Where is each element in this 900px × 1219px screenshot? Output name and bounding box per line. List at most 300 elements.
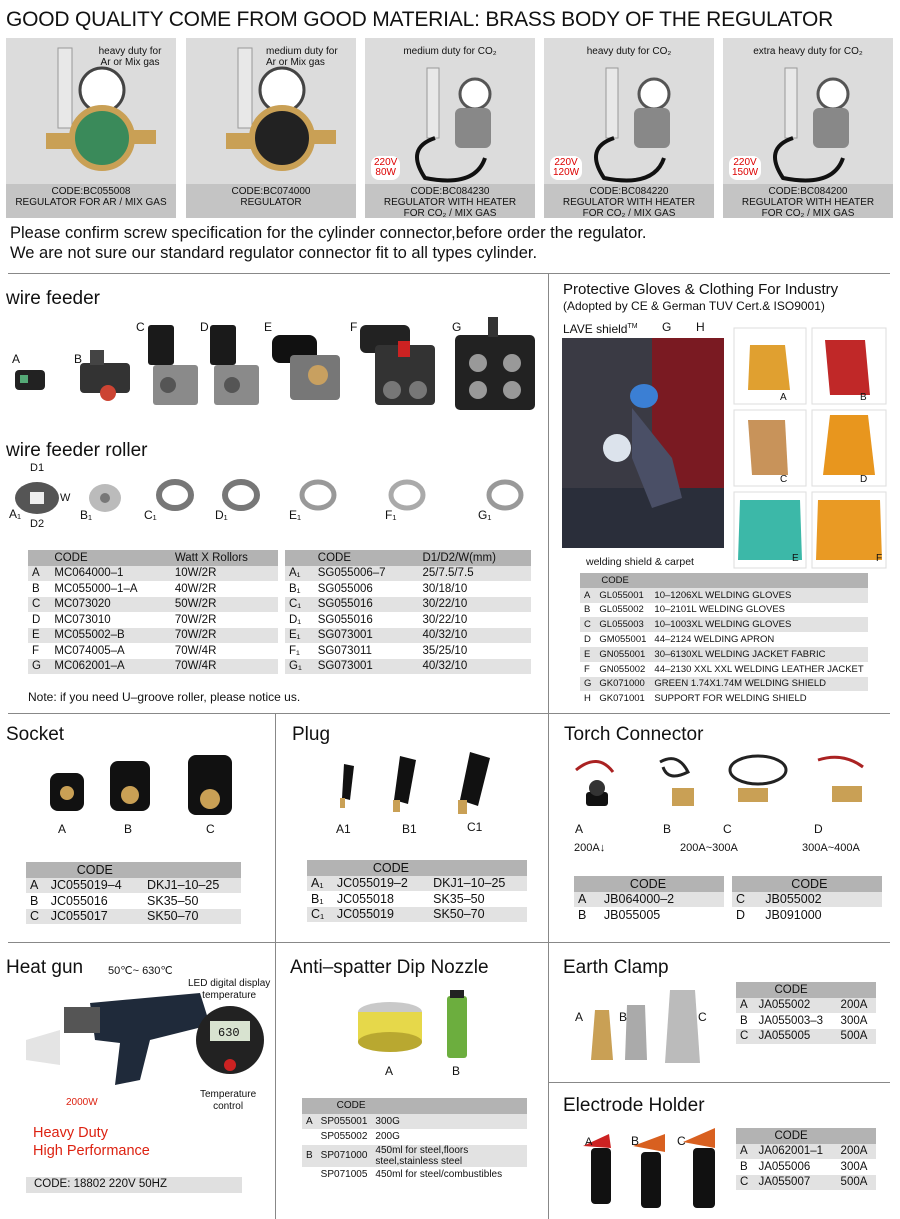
table-cell: A [302, 1114, 317, 1130]
regulator-caption [723, 184, 893, 218]
plug-label: C1 [467, 820, 483, 834]
plug-a1-image [340, 764, 354, 808]
regulator-code: CODE:BC074000 [231, 186, 311, 197]
table-cell: 30/22/10 [418, 612, 531, 628]
table-cell: 200A [837, 1144, 876, 1160]
table-header-cell: Watt X Rollors [171, 550, 278, 566]
dim-label: W [60, 492, 71, 504]
regulator-code: CODE:BC084230 [410, 186, 490, 197]
torch-code-table-1 [574, 876, 724, 923]
electrode-label: B [631, 1134, 640, 1148]
table-cell: SP071000 [317, 1145, 372, 1167]
torch-a-image [576, 761, 613, 806]
table-header-cell: D1/D2/W(mm) [418, 550, 531, 566]
torch-rating: 200A↓ [574, 842, 606, 854]
roller-f1-image [391, 482, 423, 508]
torch-code-table-2 [732, 876, 882, 923]
table-row [580, 691, 868, 706]
table-cell: A [736, 998, 754, 1014]
socket-b-image [110, 761, 150, 811]
table-header-cell [580, 573, 595, 588]
table-cell: 30/18/10 [418, 581, 531, 597]
feeder-label: D [200, 320, 209, 334]
regulator-code: CODE:BC055008 [51, 186, 131, 197]
table-header-row [736, 1128, 876, 1144]
plug-label: B1 [402, 822, 417, 836]
table-cell: 40/32/10 [418, 628, 531, 644]
roller-code-table [285, 550, 531, 674]
plug-images [330, 752, 510, 822]
roller-note: Note: if you need U–groove roller, please notice us. [28, 690, 301, 704]
table-row [285, 597, 531, 613]
table-row [28, 612, 278, 628]
table-cell: 500A [837, 1029, 876, 1045]
table-row [26, 878, 241, 894]
regulator-caption [544, 184, 714, 218]
table-header-cell [285, 550, 314, 566]
nozzle-code-table [302, 1098, 527, 1182]
heatgun-code: CODE: 18802 220V 50HZ [26, 1177, 242, 1193]
table-cell: B [580, 603, 595, 618]
table-header-cell: CODE [317, 1098, 527, 1114]
table-row [285, 628, 531, 644]
table-cell: E₁ [285, 628, 314, 644]
table-cell: MC055002–B [50, 628, 170, 644]
table-cell: G₁ [285, 659, 314, 675]
table-cell: GK071001 [595, 691, 650, 706]
torch-rating: 200A~300A [680, 842, 738, 854]
table-cell: SK50–70 [429, 907, 527, 923]
table-row [285, 581, 531, 597]
torch-connector-images [568, 752, 888, 824]
table-cell: 10–2101L WELDING GLOVES [650, 603, 867, 618]
table-cell: DKJ1–10–25 [143, 878, 241, 894]
table-cell: JC055019 [333, 907, 429, 923]
regulator-name: REGULATOR [240, 197, 302, 208]
table-cell: SUPPORT FOR WELDING SHIELD [650, 691, 867, 706]
feeder-b-image [80, 350, 130, 401]
feeder-label: F [350, 320, 358, 334]
electrode-holder-images [575, 1118, 735, 1213]
table-row [736, 1175, 876, 1191]
table-row [285, 643, 531, 659]
feeder-e-image [272, 335, 340, 400]
table-cell: SP071005 [317, 1167, 372, 1183]
table-cell: 44–2124 WELDING APRON [650, 632, 867, 647]
table-cell: 35/25/10 [418, 643, 531, 659]
table-cell: C [26, 909, 47, 925]
heatgun-led-note: LED digital display temperature [188, 978, 271, 1001]
heatgun-power: 2000W [66, 1097, 98, 1108]
table-cell: GL055003 [595, 617, 650, 632]
table-cell: A₁ [307, 876, 333, 892]
table-row [580, 632, 868, 647]
table-header-row [26, 862, 241, 878]
table-cell: SG055016 [314, 597, 419, 613]
feeder-label: C [136, 320, 145, 334]
roller-g1-image [489, 482, 521, 508]
glove-label: D [860, 474, 868, 485]
table-cell: C [736, 1175, 754, 1191]
table-cell: A [580, 588, 595, 603]
feeder-a-image [15, 370, 45, 390]
table-cell: MC064000–1 [50, 566, 170, 582]
table-row [302, 1129, 527, 1145]
regulator-name: REGULATOR WITH HEATER FOR CO₂ / MIX GAS [383, 197, 517, 219]
plug-c1-image [458, 752, 490, 814]
table-header-cell [26, 862, 47, 878]
table-cell [302, 1167, 317, 1183]
regulator-image [6, 38, 176, 184]
table-row [28, 643, 278, 659]
table-row [732, 892, 882, 908]
table-cell: 70W/2R [171, 628, 278, 644]
table-header-cell: CODE [50, 550, 170, 566]
table-cell: MC055000–1–A [50, 581, 170, 597]
heatgun-range: 50℃~ 630℃ [108, 965, 173, 977]
plug-code-table [307, 860, 527, 922]
table-cell: B [574, 907, 600, 923]
table-cell: 25/7.5/7.5 [418, 566, 531, 582]
regulator-card [365, 38, 535, 218]
table-cell: SP055002 [317, 1129, 372, 1145]
table-row [28, 597, 278, 613]
torch-d-image [818, 757, 863, 802]
table-cell: 44–2130 XXL XXL WELDING LEATHER JACKET [650, 662, 867, 677]
table-header-row [302, 1098, 527, 1114]
roller-label: F₁ [385, 508, 397, 522]
table-cell: JB055002 [761, 892, 882, 908]
table-cell: 10–1206XL WELDING GLOVES [650, 588, 867, 603]
table-cell: JC055018 [333, 891, 429, 907]
table-row [302, 1114, 527, 1130]
plug-b1-image [393, 756, 416, 812]
regulator-power-badge: 220V 150W [729, 156, 761, 180]
table-cell: SG073001 [314, 628, 419, 644]
table-cell: JB091000 [761, 907, 882, 923]
table-cell: 300A [837, 1013, 876, 1029]
roller-title: wire feeder roller [6, 440, 148, 461]
table-cell: B₁ [285, 581, 314, 597]
table-header-cell [307, 860, 333, 876]
table-row [307, 876, 527, 892]
temperature-control-label: Temperature control [200, 1089, 257, 1112]
table-cell: A [26, 878, 47, 894]
torch-title: Torch Connector [564, 724, 704, 745]
table-cell: SK35–50 [429, 891, 527, 907]
note-line-1: Please confirm screw specification for the cylinder connector,before order the regulator. [10, 224, 647, 242]
table-header-cell [736, 982, 754, 998]
table-cell: 40W/2R [171, 581, 278, 597]
roller-c1-image [159, 482, 191, 508]
table-cell: A [28, 566, 50, 582]
table-cell: C [28, 597, 50, 613]
table-row [28, 659, 278, 675]
table-row [580, 647, 868, 662]
roller-label: G₁ [478, 508, 492, 522]
earth-clamp-title: Earth Clamp [563, 957, 669, 978]
table-header-cell [732, 876, 761, 892]
feeder-f-image [360, 325, 435, 405]
gloves-subtitle: (Adopted by CE & German TUV Cert.& ISO9001) [563, 299, 825, 313]
table-cell: B [26, 893, 47, 909]
nozzle-label: A [385, 1064, 394, 1078]
table-cell: C [736, 1029, 754, 1045]
table-cell: 200A [837, 998, 876, 1014]
regulator-name: REGULATOR WITH HEATER FOR CO₂ / MIX GAS [741, 197, 875, 219]
table-cell: SG073001 [314, 659, 419, 675]
feeder-c-image [148, 325, 198, 405]
divider [548, 1082, 890, 1083]
socket-title: Socket [6, 724, 65, 745]
torch-label: B [663, 822, 672, 836]
roller-label: E₁ [289, 508, 302, 522]
plug-label: A1 [336, 822, 351, 836]
heatgun-display-text: 630 [218, 1026, 240, 1040]
shield-h-label: H [696, 320, 705, 334]
table-cell: 10–1003XL WELDING GLOVES [650, 617, 867, 632]
divider [8, 273, 890, 274]
table-cell: G [580, 677, 595, 692]
table-cell: MC074005–A [50, 643, 170, 659]
table-header-row [580, 573, 868, 588]
roller-label: B₁ [80, 508, 93, 522]
table-header-row [736, 982, 876, 998]
table-cell: JA055002 [754, 998, 836, 1014]
table-row [28, 628, 278, 644]
table-cell: 450ml for steel/combustibles [371, 1167, 527, 1183]
table-header-cell [736, 1128, 754, 1144]
table-cell: JC055019–2 [333, 876, 429, 892]
table-cell: D₁ [285, 612, 314, 628]
table-cell: GN055001 [595, 647, 650, 662]
table-row [574, 907, 724, 923]
table-cell: B [736, 1159, 754, 1175]
table-header-row [285, 550, 531, 566]
regulator-caption [365, 184, 535, 218]
torch-label: A [575, 822, 584, 836]
table-cell: G [28, 659, 50, 675]
table-header-cell: CODE [333, 860, 527, 876]
table-row [302, 1145, 527, 1167]
socket-label: B [124, 822, 133, 836]
electrode-label: A [585, 1136, 593, 1148]
table-header-cell: CODE [600, 876, 724, 892]
table-cell: A [574, 892, 600, 908]
table-header-cell: CODE [47, 862, 241, 878]
divider [8, 942, 890, 943]
table-cell: E [580, 647, 595, 662]
socket-images [40, 755, 240, 820]
roller-b1-image [89, 484, 121, 512]
feeder-d-image [210, 325, 259, 405]
table-cell: F [580, 662, 595, 677]
divider [8, 713, 890, 714]
table-row [307, 907, 527, 923]
table-cell: D [580, 632, 595, 647]
table-cell: JC055017 [47, 909, 143, 925]
table-cell: C₁ [285, 597, 314, 613]
table-header-row [28, 550, 278, 566]
table-cell: H [580, 691, 595, 706]
table-cell: D [28, 612, 50, 628]
note-line-2: We are not sure our standard regulator connector fit to all types cylinder. [10, 244, 538, 262]
table-row [736, 998, 876, 1014]
glove-label: E [792, 553, 799, 564]
table-cell: 200G [371, 1129, 527, 1145]
table-cell: GREEN 1.74X1.74M WELDING SHIELD [650, 677, 867, 692]
shield-caption: welding shield & carpet [586, 556, 694, 568]
roller-label: C₁ [144, 508, 157, 522]
page-title: GOOD QUALITY COME FROM GOOD MATERIAL: BRASS BODY OF THE REGULATOR [6, 8, 834, 31]
table-row [285, 659, 531, 675]
regulator-image [186, 38, 356, 184]
feeder-code-table [28, 550, 278, 674]
feeder-label: E [264, 320, 273, 334]
table-header-cell: CODE [754, 1128, 876, 1144]
table-row [307, 891, 527, 907]
table-header-cell: CODE [595, 573, 867, 588]
table-cell: JC055016 [47, 893, 143, 909]
table-row [736, 1029, 876, 1045]
torch-label: D [814, 822, 823, 836]
table-header-cell: CODE [314, 550, 419, 566]
regulator-desc: heavy duty for CO₂ [586, 46, 672, 57]
dim-label: D2 [30, 518, 45, 530]
electrode-label: C [677, 1134, 686, 1148]
table-cell: 10W/2R [171, 566, 278, 582]
roller-e1-image [302, 482, 334, 508]
plug-title: Plug [292, 724, 331, 745]
table-cell: SK50–70 [143, 909, 241, 925]
nozzle-title: Anti–spatter Dip Nozzle [290, 957, 489, 978]
table-cell: SG073011 [314, 643, 419, 659]
table-cell: JA055003–3 [754, 1013, 836, 1029]
table-row [285, 612, 531, 628]
table-cell: B [28, 581, 50, 597]
table-cell: JA055007 [754, 1175, 836, 1191]
table-row [580, 588, 868, 603]
table-cell: SG055016 [314, 612, 419, 628]
divider [548, 713, 549, 1219]
regulator-caption [186, 184, 356, 218]
table-cell: 450ml for steel,floors steel,stainless steel [371, 1145, 527, 1167]
heatgun-tagline-2: High Performance [33, 1143, 150, 1159]
socket-label: A [58, 822, 67, 836]
table-cell: SK35–50 [143, 893, 241, 909]
feeder-label: A [12, 352, 21, 366]
gloves-title: Protective Gloves & Clothing For Industry [563, 281, 839, 298]
table-cell: MC073020 [50, 597, 170, 613]
table-cell: A [736, 1144, 754, 1160]
socket-a-image [50, 773, 84, 811]
table-header-cell [302, 1098, 317, 1114]
table-row [580, 662, 868, 677]
regulator-card [6, 38, 176, 218]
regulator-power-badge: 220V 120W [550, 156, 582, 180]
regulator-desc: heavy duty for Ar or Mix gas [98, 46, 162, 68]
table-cell: B [302, 1145, 317, 1167]
table-cell: GL055002 [595, 603, 650, 618]
table-cell: MC073010 [50, 612, 170, 628]
earth-label: B [619, 1010, 628, 1024]
table-cell: MC062001–A [50, 659, 170, 675]
table-header-cell: CODE [761, 876, 882, 892]
table-row [285, 566, 531, 582]
regulator-power-badge: 220V 80W [371, 156, 400, 180]
table-cell: 500A [837, 1175, 876, 1191]
table-row [28, 566, 278, 582]
regulator-code: CODE:BC084200 [768, 186, 848, 197]
table-cell: 70W/4R [171, 659, 278, 675]
roller-label: A₁ [9, 507, 22, 521]
nozzle-b-image [447, 990, 467, 1058]
table-row [736, 1013, 876, 1029]
table-row [26, 893, 241, 909]
table-cell: 300A [837, 1159, 876, 1175]
table-cell: JC055019–4 [47, 878, 143, 894]
electrode-code-table [736, 1128, 876, 1190]
table-header-cell: CODE [754, 982, 876, 998]
socket-c-image [188, 755, 232, 815]
table-cell: SP055001 [317, 1114, 372, 1130]
table-header-row [732, 876, 882, 892]
nozzle-label: B [452, 1064, 461, 1078]
earth-b-image [625, 1005, 647, 1060]
table-cell: GK071000 [595, 677, 650, 692]
table-row [26, 909, 241, 925]
regulator-desc: extra heavy duty for CO₂ [753, 46, 863, 57]
shield-g-label: G [662, 320, 672, 334]
roller-d1-image [225, 482, 257, 508]
regulator-card [723, 38, 893, 218]
table-cell: E [28, 628, 50, 644]
table-row [732, 907, 882, 923]
electrode-holder-title: Electrode Holder [563, 1095, 705, 1116]
dim-label: D1 [30, 462, 45, 474]
torch-c-image [730, 756, 786, 802]
table-row [736, 1159, 876, 1175]
table-cell: JB064000–2 [600, 892, 724, 908]
table-row [580, 677, 868, 692]
regulator-code: CODE:BC084220 [589, 186, 669, 197]
table-cell [302, 1129, 317, 1145]
regulator-desc: medium duty for Ar or Mix gas [266, 46, 338, 68]
table-cell: C [732, 892, 761, 908]
table-header-cell [574, 876, 600, 892]
table-header-row [307, 860, 527, 876]
roller-label: D₁ [215, 508, 228, 522]
table-cell: 30–6130XL WELDING JACKET FABRIC [650, 647, 867, 662]
table-cell: JB055005 [600, 907, 724, 923]
table-cell: GM055001 [595, 632, 650, 647]
table-cell: 70W/2R [171, 612, 278, 628]
gloves-clothing-images [730, 325, 890, 570]
table-cell: SG055006–7 [314, 566, 419, 582]
socket-label: C [206, 822, 215, 836]
table-header-row [574, 876, 724, 892]
glove-label: B [860, 392, 867, 403]
regulator-caption [6, 184, 176, 218]
table-row [580, 603, 868, 618]
glove-label: F [876, 553, 883, 564]
table-cell: F₁ [285, 643, 314, 659]
socket-code-table [26, 862, 241, 924]
table-cell: C₁ [307, 907, 333, 923]
divider [548, 273, 549, 713]
heatgun-title: Heat gun [6, 957, 84, 978]
table-cell: A₁ [285, 566, 314, 582]
